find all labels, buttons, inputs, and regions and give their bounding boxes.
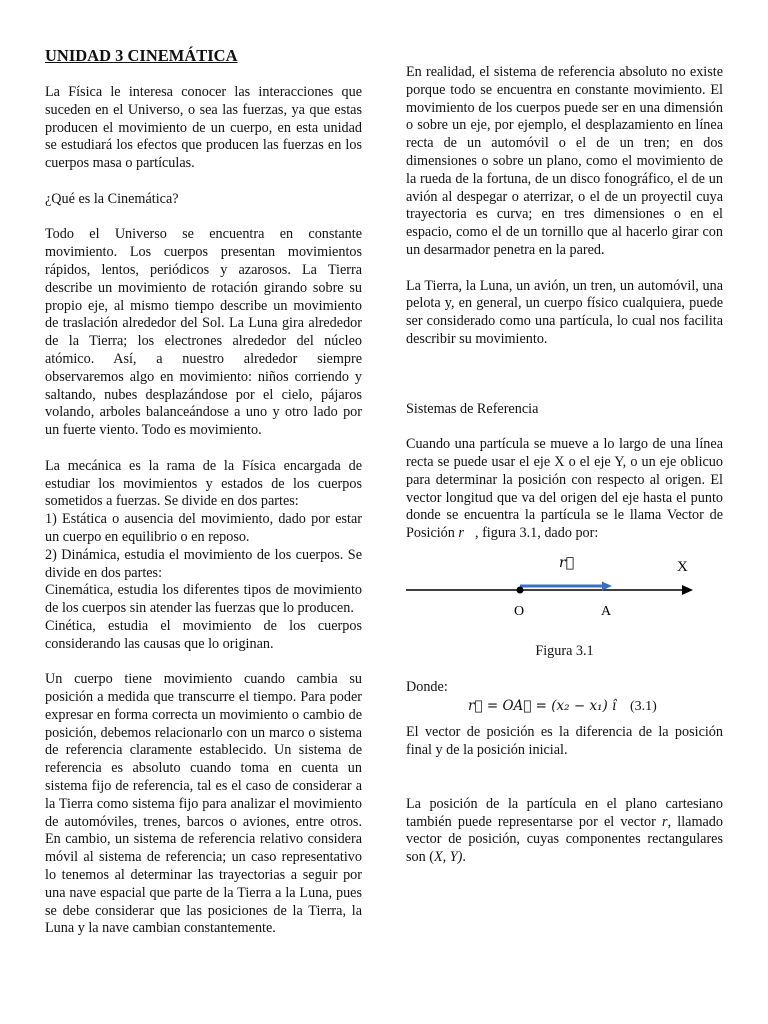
left-column	[45, 46, 362, 956]
origin-label: O	[514, 603, 525, 619]
absolute-frame-paragraph: En realidad, el sistema de referencia absoluto no existe porque todo se encuentra en constante movimiento. El movimiento de los cuerpos puede ser en una dimensión o sobre un eje, por ejemplo, el desplazamiento en línea recta de un automóvil o el de un tren; en dos dimensiones o sobre un plano, como el movimiento de la rueda de la fortuna, de un disco fonográfico, el de un avión al despegar o aterrizar, o el de un proyectil cuya trayectoria es curva; en tres dimensiones o en el espacio, como el de un tornillo que al hacerlo girar con un desarmador penetra en la pared.	[406, 64, 723, 258]
equation-expression: r⃗ = OA⃗ = (x₂ − x₁) î	[468, 698, 617, 715]
kinetics-item: Cinética, estudia el movimiento de los cuerpos considerando las causas que lo originan.	[45, 617, 362, 652]
position-text-start: Cuando una partícula se mueve a lo largo de una línea recta se puede usar el eje X o el eje Y, o un eje oblicuo para determinar la posición con respecto al origen. El vector longitud que va del origen del eje hasta el punto donde se encuentra la partícula se le llama Vector de Posición	[406, 436, 723, 542]
point-a-label: A	[601, 603, 612, 619]
position-text-end: , figura 3.1, dado por:	[474, 525, 599, 542]
cartesian-text-mid: , llamado vector de posición, cuyas componentes rectangulares son (	[406, 813, 723, 866]
dynamics-item: 2) Dinámica, estudia el movimiento de los cuerpos. Se divide en dos partes:	[45, 546, 362, 581]
intro-paragraph: La Física le interesa conocer las interacciones que suceden en el Universo, o sea las fuerzas, ya que estas producen el movimiento de un cuerpo, en esta unidad se estudiará los efectos que producen las fuerzas en los cuerpos masa o partículas.	[45, 84, 362, 172]
donde-label: Donde:	[406, 678, 448, 695]
reference-frame-paragraph: Un cuerpo tiene movimiento cuando cambia su posición a medida que transcurre el tiempo. Para poder expresar en forma correcta un movimiento o cambio de posición, debemos relacionarlo con un marco o sistema de referencia claramente establecido. Un sistema de referencia es absoluto cuando toma en cuenta un sistema fijo de referencia, tal es el caso de considerar a la Tierra como sistema fijo para analizar el movimiento de automóviles, trenes, barcos o aviones, entre otros. En cambio, un sistema de referencia relativo considera móvil al sistema de referencia; un caso representativo lo tenemos al determinar las trayectorias a seguir por una nave espacial que parte de la Tierra a la Luna, pues se debe considerar que las posiciones de la Tierra, la Luna y la nave cambian constantemente.	[45, 671, 362, 937]
figure-3-1	[406, 553, 723, 633]
figure-caption: Figura 3.1	[535, 642, 594, 659]
question-heading: ¿Qué es la Cinemática?	[45, 190, 179, 207]
x-axis-arrowhead	[682, 585, 693, 595]
section-heading: Sistemas de Referencia	[406, 400, 539, 417]
axis-label: X	[677, 558, 688, 575]
xy-components: X, Y)	[433, 849, 463, 866]
cartesian-text-start: La posición de la partícula en el plano cartesiano también puede representarse por el vector	[406, 795, 723, 830]
mechanics-intro: La mecánica es la rama de la Física encargada de estudiar los movimientos y estados de los cuerpos sometidos a fuerzas. Se divide en dos partes:	[45, 457, 362, 510]
cartesian-text-end: .	[462, 849, 466, 866]
position-vector-paragraph	[406, 436, 723, 543]
right-column	[406, 64, 723, 885]
cartesian-paragraph	[406, 796, 723, 867]
statics-item: 1) Estática o ausencia del movimiento, dado por estar un cuerpo en equilibrio o en reposo.	[45, 511, 362, 545]
mechanics-paragraph	[45, 458, 362, 654]
particle-paragraph: La Tierra, la Luna, un avión, un tren, un automóvil, una pelota y, en general, un cuerpo físico cualquiera, puede ser considerado como una partícula, lo cual nos facilita describir su movimiento.	[406, 277, 723, 347]
kinematics-item: Cinemática, estudia los diferentes tipos de movimiento de los cuerpos sin atender las fuerzas que lo producen.	[45, 582, 362, 617]
equation-3-1	[406, 696, 723, 724]
position-vector-arrowhead	[602, 581, 612, 590]
r-symbol: r	[662, 813, 668, 830]
unit-title: UNIDAD 3 CINEMÁTICA	[45, 46, 238, 65]
origin-point	[517, 586, 524, 593]
vector-label: r⃗	[559, 554, 575, 571]
difference-paragraph: El vector de posición es la diferencia de la posición final y de la posición inicial.	[406, 724, 723, 759]
r-vector-symbol: r⃗	[458, 525, 475, 542]
equation-number: (3.1)	[630, 699, 657, 715]
vector-diagram	[406, 553, 723, 633]
universe-paragraph: Todo el Universo se encuentra en constante movimiento. Los cuerpos presentan movimientos rápidos, lentos, periódicos y azarosos. La Tierra describe un movimiento de rotación girando sobre su propio eje, al mismo tiempo describe un movimiento de traslación alrededor del Sol. La Luna gira alrededor de la Tierra; los electrones alrededor del núcleo atómico. Así, a nuestro alrededor siempre observaremos algo en movimiento: niños corriendo y saltando, nubes desplazándose por el cielo, pájaros volando, arboles balanceándose a uno y otro lado por un fuerte viento. Todo es movimiento.	[45, 226, 362, 439]
